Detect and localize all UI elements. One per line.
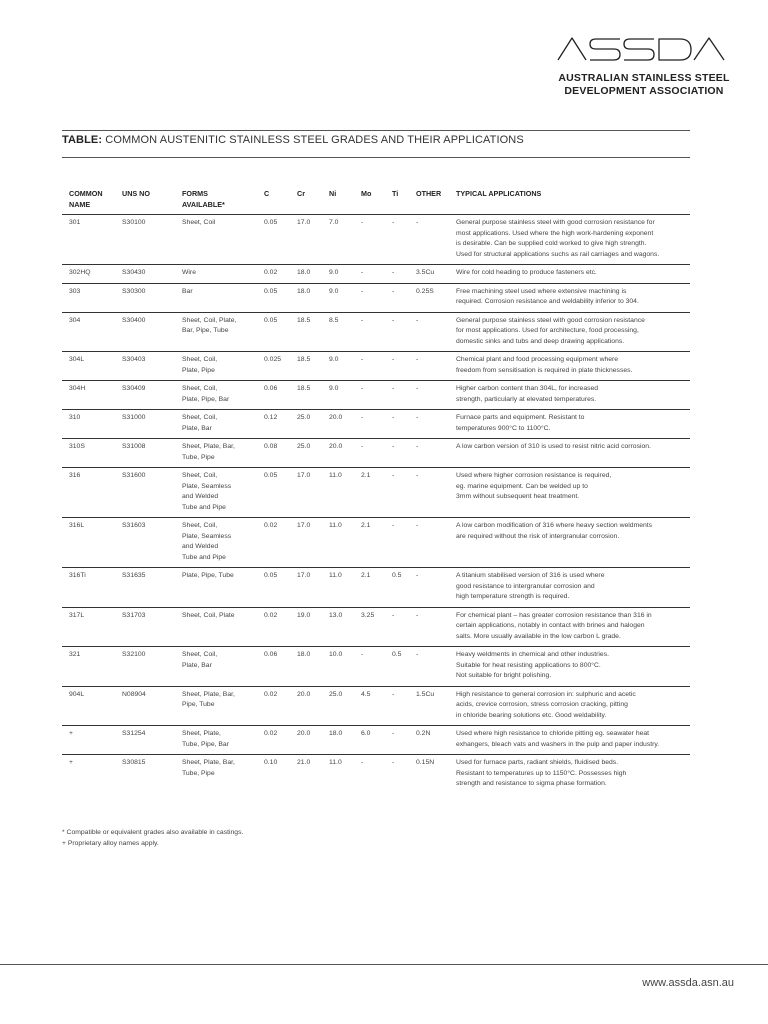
forms-cell-line: Tube, Pipe [182, 769, 215, 777]
forms-cell [175, 518, 257, 568]
footnotes [62, 828, 243, 849]
common-name-cell: 310 [62, 410, 115, 439]
forms-cell [175, 352, 257, 381]
uns-cell: S31600 [115, 468, 175, 518]
applications-cell [449, 283, 690, 312]
forms-cell-line: Sheet, Coil, [182, 385, 218, 392]
uns-cell: S30403 [115, 352, 175, 381]
common-name-cell: 304 [62, 312, 115, 352]
nickel-cell: 11.0 [322, 468, 354, 518]
applications-cell [449, 568, 690, 608]
org-name-line-2: DEVELOPMENT ASSOCIATION [564, 85, 724, 97]
table-row [62, 312, 690, 352]
nickel-cell: 18.0 [322, 726, 354, 755]
applications-cell [449, 215, 690, 265]
chromium-cell: 17.0 [290, 215, 322, 265]
uns-cell: S30409 [115, 381, 175, 410]
molybdenum-cell: 2.1 [354, 568, 385, 608]
forms-cell [175, 686, 257, 726]
titanium-cell: - [385, 755, 409, 794]
nickel-cell: 11.0 [322, 755, 354, 794]
other-cell: - [409, 518, 449, 568]
forms-cell [175, 265, 257, 284]
applications-cell [449, 468, 690, 518]
other-cell: - [409, 647, 449, 687]
applications-cell-line: most applications. Used where the high work-hardening exponent [456, 229, 654, 237]
applications-cell [449, 726, 690, 755]
titanium-cell: - [385, 468, 409, 518]
other-cell: 0.15N [409, 755, 449, 794]
applications-cell-line: salts. More usually available in the low carbon L grade. [456, 632, 621, 640]
uns-cell: S31603 [115, 518, 175, 568]
titanium-cell: - [385, 312, 409, 352]
forms-cell [175, 283, 257, 312]
molybdenum-cell: 2.1 [354, 468, 385, 518]
chromium-cell: 18.0 [290, 265, 322, 284]
forms-cell-line: Plate, Seamless [182, 482, 232, 490]
molybdenum-cell: 3.25 [354, 607, 385, 647]
forms-cell-line: Bar [182, 287, 193, 295]
carbon-cell: 0.02 [257, 726, 290, 755]
applications-cell-line: Used for structural applications suchs as rail carriages and wagons. [456, 250, 660, 258]
forms-cell-line: Sheet, Plate, Bar, [182, 690, 235, 698]
forms-cell [175, 568, 257, 608]
table-row [62, 439, 690, 468]
uns-cell: S31635 [115, 568, 175, 608]
carbon-cell: 0.02 [257, 265, 290, 284]
nickel-cell: 9.0 [322, 352, 354, 381]
applications-cell [449, 755, 690, 794]
common-name-cell: 310S [62, 439, 115, 468]
titanium-cell: - [385, 265, 409, 284]
uns-cell: S31254 [115, 726, 175, 755]
common-name-cell: 317L [62, 607, 115, 647]
applications-cell-line: Furnace parts and equipment. Resistant to [456, 414, 585, 421]
carbon-cell: 0.05 [257, 468, 290, 518]
molybdenum-cell: - [354, 265, 385, 284]
molybdenum-cell: - [354, 439, 385, 468]
applications-cell-line: domestic sinks and tubs and deep drawing applications. [456, 337, 625, 345]
nickel-cell: 8.5 [322, 312, 354, 352]
forms-cell-line: Pipe, Tube [182, 701, 215, 708]
applications-cell-line: are required without the risk of intergranular corrosion. [456, 532, 620, 540]
applications-cell [449, 518, 690, 568]
carbon-cell: 0.06 [257, 381, 290, 410]
footer-rule [0, 964, 768, 965]
forms-cell [175, 647, 257, 687]
forms-cell [175, 381, 257, 410]
column-header-other: OTHER [416, 189, 442, 198]
titanium-cell: - [385, 381, 409, 410]
carbon-cell: 0.02 [257, 686, 290, 726]
titanium-cell: 0.5 [385, 568, 409, 608]
forms-cell-line: Sheet, Plate, Bar, [182, 443, 235, 450]
applications-cell-line: A low carbon version of 310 is used to resist nitric acid corrosion. [456, 443, 651, 450]
applications-cell-line: Resistant to temperatures up to 1150°C. Possesses high [456, 769, 627, 777]
forms-cell-line: and Welded [182, 493, 219, 500]
table-row [62, 568, 690, 608]
carbon-cell: 0.05 [257, 568, 290, 608]
chromium-cell: 18.5 [290, 352, 322, 381]
titanium-cell: - [385, 215, 409, 265]
column-header-cr: Cr [297, 189, 305, 198]
titanium-cell: - [385, 410, 409, 439]
other-cell: - [409, 439, 449, 468]
table-title [62, 134, 524, 146]
nickel-cell: 9.0 [322, 381, 354, 410]
common-name-cell: + [62, 726, 115, 755]
forms-cell [175, 607, 257, 647]
forms-cell-line: Sheet, Plate, Bar, [182, 759, 235, 766]
common-name-cell: 904L [62, 686, 115, 726]
forms-cell-line: Tube and Pipe [182, 503, 226, 511]
applications-cell-line: 3mm without subsequent heat treatment. [456, 493, 580, 500]
table-row [62, 468, 690, 518]
forms-cell-line: Plate, Bar [182, 661, 212, 669]
org-name-line-1: AUSTRALIAN STAINLESS STEEL [558, 72, 730, 84]
forms-cell-line: Plate, Bar [182, 424, 212, 432]
applications-cell [449, 439, 690, 468]
molybdenum-cell: - [354, 352, 385, 381]
applications-cell-line: Wire for cold heading to produce fasteners etc. [456, 269, 597, 276]
applications-cell-line: freedom from sensitisation is required in plate thicknesses. [456, 366, 633, 374]
forms-cell [175, 439, 257, 468]
forms-cell-line: Sheet, Coil, Plate, [182, 316, 237, 324]
grades-table-body [62, 215, 690, 794]
applications-cell-line: strength, particularly at elevated temperatures. [456, 395, 597, 403]
table-title-lead: TABLE: [62, 134, 103, 146]
forms-cell-line: Tube and Pipe [182, 553, 226, 561]
other-cell: - [409, 568, 449, 608]
chromium-cell: 17.0 [290, 568, 322, 608]
applications-cell-line: eg. marine equipment. Can be welded up to [456, 482, 588, 490]
table-row [62, 647, 690, 687]
applications-cell-line: certain applications, notably in contact with brines and halogen [456, 622, 645, 629]
carbon-cell: 0.06 [257, 647, 290, 687]
applications-cell-line: Heavy weldments in chemical and other industries. [456, 651, 610, 658]
other-cell: - [409, 468, 449, 518]
table-row [62, 283, 690, 312]
applications-cell-line: required. Corrosion resistance and weldability inferior to 304. [456, 298, 639, 305]
applications-cell-line: strength and resistance to sigma phase formation. [456, 780, 607, 787]
footnote-castings: * Compatible or equivalent grades also available in castings. [62, 829, 244, 836]
applications-cell [449, 381, 690, 410]
uns-cell: S31703 [115, 607, 175, 647]
applications-cell [449, 647, 690, 687]
uns-cell: N08904 [115, 686, 175, 726]
forms-cell [175, 755, 257, 794]
forms-cell-line: Sheet, Plate, [182, 730, 221, 737]
common-name-cell: 302HQ [62, 265, 115, 284]
table-row [62, 352, 690, 381]
applications-cell-line: Used where high resistance to chloride pitting eg. seawater heat [456, 730, 650, 737]
titanium-cell: - [385, 518, 409, 568]
chromium-cell: 25.0 [290, 439, 322, 468]
carbon-cell: 0.02 [257, 518, 290, 568]
applications-cell-line: Chemical plant and food processing equipment where [456, 356, 619, 363]
chromium-cell: 20.0 [290, 686, 322, 726]
common-name-cell: 316L [62, 518, 115, 568]
forms-cell-line: Plate, Seamless [182, 532, 232, 540]
molybdenum-cell: - [354, 215, 385, 265]
applications-cell [449, 686, 690, 726]
forms-cell-line: Wire [182, 269, 196, 276]
nickel-cell: 20.0 [322, 439, 354, 468]
applications-cell-line: exhangers, bleach vats and washers in the pulp and paper industry. [456, 740, 660, 748]
titanium-cell: - [385, 726, 409, 755]
applications-cell-line: acids, crevice corrosion, stress corrosion cracking, pitting [456, 701, 628, 708]
carbon-cell: 0.025 [257, 352, 290, 381]
other-cell: 0.2N [409, 726, 449, 755]
uns-cell: S30815 [115, 755, 175, 794]
other-cell: - [409, 352, 449, 381]
forms-cell [175, 215, 257, 265]
other-cell: - [409, 312, 449, 352]
nickel-cell: 20.0 [322, 410, 354, 439]
other-cell: 0.25S [409, 283, 449, 312]
other-cell: - [409, 381, 449, 410]
column-header-applications: TYPICAL APPLICATIONS [456, 189, 542, 198]
forms-cell-line: Sheet, Coil, [182, 414, 218, 421]
nickel-cell: 7.0 [322, 215, 354, 265]
table-row [62, 607, 690, 647]
nickel-cell: 13.0 [322, 607, 354, 647]
uns-cell: S30300 [115, 283, 175, 312]
common-name-cell: 304H [62, 381, 115, 410]
chromium-cell: 17.0 [290, 468, 322, 518]
title-top-rule [62, 130, 690, 131]
footnote-proprietary: + Proprietary alloy names apply. [62, 839, 159, 847]
other-cell: - [409, 607, 449, 647]
nickel-cell: 9.0 [322, 265, 354, 284]
grades-table [62, 182, 690, 794]
carbon-cell: 0.12 [257, 410, 290, 439]
chromium-cell: 17.0 [290, 518, 322, 568]
applications-cell-line: A low carbon modification of 316 where heavy section weldments [456, 522, 653, 529]
common-name-cell: 316Ti [62, 568, 115, 608]
table-row [62, 686, 690, 726]
applications-cell [449, 312, 690, 352]
carbon-cell: 0.05 [257, 312, 290, 352]
applications-cell-line: Suitable for heat resisting applications to 800°C. [456, 661, 601, 669]
molybdenum-cell: - [354, 647, 385, 687]
chromium-cell: 20.0 [290, 726, 322, 755]
common-name-cell: 316 [62, 468, 115, 518]
titanium-cell: - [385, 352, 409, 381]
title-bottom-rule [62, 157, 690, 158]
other-cell: 3.5Cu [409, 265, 449, 284]
other-cell: - [409, 410, 449, 439]
forms-cell-line: Sheet, Coil, Plate [182, 611, 235, 619]
carbon-cell: 0.08 [257, 439, 290, 468]
chromium-cell: 18.5 [290, 312, 322, 352]
uns-cell: S30430 [115, 265, 175, 284]
applications-cell-line: high temperature strength is required. [456, 593, 570, 600]
applications-cell-line: Used where higher corrosion resistance is required, [456, 472, 612, 479]
chromium-cell: 25.0 [290, 410, 322, 439]
forms-cell [175, 726, 257, 755]
table-header-row [62, 182, 690, 215]
titanium-cell: 0.5 [385, 647, 409, 687]
applications-cell-line: For chemical plant – has greater corrosion resistance than 316 in [456, 611, 652, 619]
forms-cell [175, 312, 257, 352]
carbon-cell: 0.02 [257, 607, 290, 647]
applications-cell-line: High resistance to general corrosion in: sulphuric and acetic [456, 690, 636, 698]
titanium-cell: - [385, 439, 409, 468]
applications-cell [449, 265, 690, 284]
molybdenum-cell: - [354, 410, 385, 439]
table-row [62, 755, 690, 794]
uns-cell: S30100 [115, 215, 175, 265]
uns-cell: S32100 [115, 647, 175, 687]
website-url: www.assda.asn.au [642, 977, 734, 989]
table-row [62, 265, 690, 284]
chromium-cell: 18.0 [290, 647, 322, 687]
titanium-cell: - [385, 283, 409, 312]
forms-cell-line: Plate, Pipe, Tube [182, 572, 234, 579]
forms-cell [175, 410, 257, 439]
common-name-cell: 321 [62, 647, 115, 687]
table-row [62, 518, 690, 568]
organization-name [548, 72, 740, 98]
forms-cell-line: Tube, Pipe [182, 453, 215, 461]
uns-cell: S31008 [115, 439, 175, 468]
table-title-text: COMMON AUSTENITIC STAINLESS STEEL GRADES AND THEIR APPLICATIONS [105, 134, 524, 146]
applications-cell-line: temperatures 900°C to 1100°C. [456, 424, 551, 432]
carbon-cell: 0.05 [257, 215, 290, 265]
molybdenum-cell: - [354, 381, 385, 410]
forms-cell-line: Sheet, Coil, [182, 522, 218, 529]
applications-cell-line: Higher carbon content than 304L, for increased [456, 385, 599, 392]
table-row [62, 215, 690, 265]
forms-cell-line: Sheet, Coil, [182, 651, 218, 658]
forms-cell-line: Plate, Pipe [182, 366, 215, 374]
molybdenum-cell: - [354, 755, 385, 794]
common-name-cell: 301 [62, 215, 115, 265]
forms-cell-line: and Welded [182, 543, 219, 550]
forms-cell-line: Sheet, Coil [182, 219, 216, 226]
forms-cell-line: Tube, Pipe, Bar [182, 740, 229, 748]
applications-cell-line: good resistance to intergranular corrosion and [456, 582, 595, 590]
carbon-cell: 0.05 [257, 283, 290, 312]
other-cell: - [409, 215, 449, 265]
forms-cell-line: Plate, Pipe, Bar [182, 395, 230, 403]
forms-cell-line: Sheet, Coil, [182, 472, 218, 479]
nickel-cell: 11.0 [322, 568, 354, 608]
applications-cell-line: A titanium stabilised version of 316 is used where [456, 572, 605, 579]
nickel-cell: 11.0 [322, 518, 354, 568]
table-row [62, 381, 690, 410]
chromium-cell: 19.0 [290, 607, 322, 647]
column-header-c: C [264, 189, 270, 198]
nickel-cell: 10.0 [322, 647, 354, 687]
molybdenum-cell: 6.0 [354, 726, 385, 755]
carbon-cell: 0.10 [257, 755, 290, 794]
other-cell: 1.5Cu [409, 686, 449, 726]
applications-cell-line: Not suitable for bright polishing. [456, 672, 552, 679]
column-header-mo: Mo [361, 189, 372, 198]
applications-cell-line: Used for furnace parts, radiant shields, fluidised beds. [456, 759, 619, 766]
applications-cell [449, 607, 690, 647]
molybdenum-cell: - [354, 283, 385, 312]
common-name-cell: + [62, 755, 115, 794]
molybdenum-cell: 2.1 [354, 518, 385, 568]
nickel-cell: 25.0 [322, 686, 354, 726]
uns-cell: S30400 [115, 312, 175, 352]
applications-cell-line: in chloride bearing solutions etc. Good weldability. [456, 711, 607, 719]
table-row [62, 410, 690, 439]
molybdenum-cell: 4.5 [354, 686, 385, 726]
column-header-forms: FORMS AVAILABLE* [182, 189, 225, 209]
applications-cell [449, 352, 690, 381]
column-header-ni: Ni [329, 189, 337, 198]
column-header-ti: Ti [392, 189, 399, 198]
chromium-cell: 18.0 [290, 283, 322, 312]
applications-cell-line: for most applications. Used for architecture, food processing, [456, 327, 639, 334]
applications-cell-line: Free machining steel used where extensive machining is [456, 287, 627, 295]
nickel-cell: 9.0 [322, 283, 354, 312]
titanium-cell: - [385, 686, 409, 726]
column-header-common-name: COMMON NAME [69, 189, 103, 209]
column-header-uns: UNS NO [122, 189, 150, 198]
table-row [62, 726, 690, 755]
titanium-cell: - [385, 607, 409, 647]
forms-cell-line: Bar, Pipe, Tube [182, 327, 229, 334]
applications-cell-line: General purpose stainless steel with good corrosion resistance for [456, 219, 655, 226]
applications-cell-line: General purpose stainless steel with good corrosion resistance [456, 316, 645, 324]
applications-cell [449, 410, 690, 439]
common-name-cell: 303 [62, 283, 115, 312]
forms-cell-line: Sheet, Coil, [182, 356, 218, 363]
uns-cell: S31000 [115, 410, 175, 439]
applications-cell-line: is desirable. Can be supplied cold worked to give high strength. [456, 240, 647, 247]
common-name-cell: 304L [62, 352, 115, 381]
chromium-cell: 21.0 [290, 755, 322, 794]
forms-cell [175, 468, 257, 518]
molybdenum-cell: - [354, 312, 385, 352]
chromium-cell: 18.5 [290, 381, 322, 410]
